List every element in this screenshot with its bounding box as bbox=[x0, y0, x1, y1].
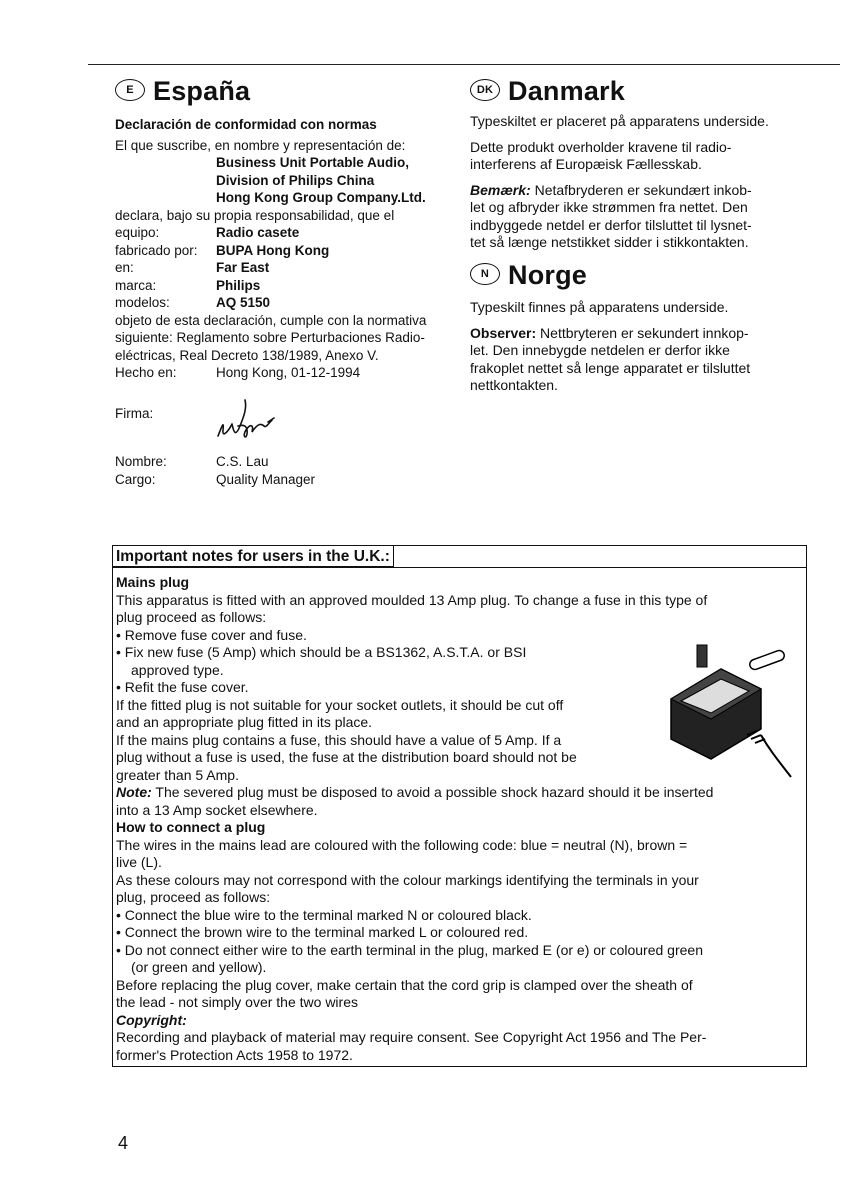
mains-line: This apparatus is fitted with an approved moulded 13 Amp plug. To change a fuse in this type of bbox=[116, 591, 708, 608]
connect-line: • Connect the brown wire to the terminal marked L or coloured red. bbox=[116, 924, 529, 940]
uk-heading-rule bbox=[113, 567, 806, 568]
denmark-note-label: Bemærk: bbox=[470, 181, 531, 198]
connect-line: As these colours may not correspond with the colour markings identifying the terminals in your bbox=[116, 871, 699, 888]
denmark-note-line: tet så længe netstikket sidder i stikkontakten. bbox=[470, 234, 749, 250]
spain-field-value: AQ 5150 bbox=[216, 295, 271, 310]
connect-line: The wires in the mains lead are coloured with the following code: blue = neutral (N), brown = bbox=[116, 836, 688, 853]
denmark-p2-line: Dette produkt overholder kravene til radio- bbox=[470, 138, 732, 155]
spain-field bbox=[115, 294, 455, 312]
spain-field-label: equipo: bbox=[115, 225, 160, 240]
spain-title bbox=[115, 76, 250, 107]
mains-line: greater than 5 Amp. bbox=[116, 766, 239, 783]
norway-note-label: Observer: bbox=[470, 324, 537, 341]
spain-heading: Declaración de conformidad con normas bbox=[115, 117, 377, 132]
denmark-title-text: Danmark bbox=[508, 76, 625, 106]
mains-line: • Refit the fuse cover. bbox=[116, 679, 249, 695]
mains-line: approved type. bbox=[131, 661, 224, 678]
norway-section bbox=[470, 299, 810, 395]
connect-line: the lead - not simply over the two wires bbox=[116, 994, 358, 1010]
spain-company-line: Division of Philips China bbox=[216, 172, 375, 188]
spain-field-value: Philips bbox=[216, 277, 261, 293]
uk-heading: Important notes for users in the U.K.: bbox=[113, 546, 394, 567]
norway-note-line: let. Den innebygde netdelen er derfor ikke bbox=[470, 342, 730, 358]
denmark-note-line: indbyggede netdel er derfor tilsluttet til lysnet- bbox=[470, 216, 752, 233]
norway-note-line: frakoplet nettet så lenge apparatet er tilsluttet bbox=[470, 359, 751, 376]
spain-cargo-label: Cargo: bbox=[115, 471, 156, 487]
connect-line: Before replacing the plug cover, make certain that the cord grip is clamped over the sheath of bbox=[116, 976, 693, 993]
denmark-section bbox=[470, 113, 810, 252]
mains-line: plug proceed as follows: bbox=[116, 609, 267, 625]
mains-line: If the mains plug contains a fuse, this should have a value of 5 Amp. If a bbox=[116, 731, 562, 748]
spain-field bbox=[115, 242, 455, 260]
spain-field bbox=[115, 259, 455, 277]
note-line: The severed plug must be disposed to avoid a possible shock hazard should it be inserted bbox=[151, 784, 714, 800]
note-line: into a 13 Amp socket elsewhere. bbox=[116, 801, 318, 818]
spain-company-line: Hong Kong Group Company.Ltd. bbox=[216, 190, 426, 205]
spain-declares: declara, bajo su propia responsabilidad, que el bbox=[115, 207, 395, 223]
uk-body bbox=[116, 574, 801, 1064]
spain-field-value: BUPA Hong Kong bbox=[216, 242, 330, 258]
denmark-p1: Typeskiltet er placeret på apparatens underside. bbox=[470, 113, 769, 129]
spain-country-badge: E bbox=[115, 79, 145, 101]
mains-line: plug without a fuse is used, the fuse at the distribution board should not be bbox=[116, 749, 577, 765]
spain-field bbox=[115, 224, 455, 242]
spain-name-row bbox=[115, 453, 455, 471]
spain-intro: El que suscribe, en nombre y representación de: bbox=[115, 137, 406, 153]
spain-field-label: modelos: bbox=[115, 295, 170, 310]
spain-done-value: Hong Kong, 01-12-1994 bbox=[216, 365, 361, 380]
spain-object-line: siguiente: Reglamento sobre Perturbaciones Radio- bbox=[115, 330, 425, 345]
spain-company-line: Business Unit Portable Audio, bbox=[216, 155, 410, 170]
norway-note-line: Nettbryteren er sekundert innkop- bbox=[536, 324, 749, 341]
spain-cargo-value: Quality Manager bbox=[216, 471, 316, 487]
spain-field-value: Far East bbox=[216, 260, 270, 275]
copyright-line: Recording and playback of material may require consent. See Copyright Act 1956 and The Per- bbox=[116, 1029, 707, 1045]
spain-field-label: en: bbox=[115, 260, 134, 275]
denmark-country-badge: DK bbox=[470, 79, 500, 101]
uk-notes-box bbox=[112, 545, 807, 1067]
norway-title bbox=[470, 260, 587, 291]
denmark-note bbox=[470, 182, 810, 252]
connect-plug-heading: How to connect a plug bbox=[116, 819, 266, 835]
denmark-p2-line: interferens af Europæisk Fællesskab. bbox=[470, 156, 702, 172]
spain-name-label: Nombre: bbox=[115, 454, 167, 469]
spain-title-text: España bbox=[153, 76, 251, 106]
spain-field-value: Radio casete bbox=[216, 225, 300, 240]
top-rule bbox=[88, 64, 840, 65]
note-label: Note: bbox=[116, 784, 152, 800]
spain-done-label: Hecho en: bbox=[115, 365, 177, 380]
denmark-p2 bbox=[470, 139, 810, 174]
spain-field bbox=[115, 277, 455, 295]
connect-line: live (L). bbox=[116, 854, 162, 870]
copyright-line: former's Protection Acts 1958 to 1972. bbox=[116, 1046, 353, 1063]
spain-field-label: fabricado por: bbox=[115, 242, 198, 258]
norway-note-line: nettkontakten. bbox=[470, 377, 558, 393]
copyright-heading: Copyright: bbox=[116, 1011, 187, 1028]
mains-line: • Remove fuse cover and fuse. bbox=[116, 626, 307, 643]
denmark-title bbox=[470, 76, 625, 107]
spain-field-label: marca: bbox=[115, 277, 157, 293]
connect-line: plug, proceed as follows: bbox=[116, 889, 271, 905]
norway-p1: Typeskilt finnes på apparatens underside. bbox=[470, 299, 729, 315]
spain-object-line: objeto de esta declaración, cumple con la normativa bbox=[115, 312, 427, 328]
spain-object-line: eléctricas, Real Decreto 138/1989, Anexo V. bbox=[115, 347, 379, 363]
norway-country-badge: N bbox=[470, 263, 500, 285]
spain-cargo-row bbox=[115, 471, 455, 489]
mains-plug-heading: Mains plug bbox=[116, 574, 190, 590]
mains-line: • Fix new fuse (5 Amp) which should be a BS1362, A.S.T.A. or BSI bbox=[116, 644, 527, 660]
spain-signatory bbox=[115, 453, 455, 488]
denmark-note-line: Netafbryderen er sekundært inkob- bbox=[530, 181, 752, 198]
connect-line: • Do not connect either wire to the earth terminal in the plug, marked E (or e) or coloured green bbox=[116, 941, 703, 958]
norway-title-text: Norge bbox=[508, 260, 588, 290]
connect-line: (or green and yellow). bbox=[131, 959, 267, 975]
denmark-note-line: let og afbryder ikke strømmen fra nettet. Den bbox=[470, 199, 748, 215]
page-number: 4 bbox=[118, 1133, 129, 1153]
spain-done-row bbox=[115, 364, 455, 382]
connect-line: • Connect the blue wire to the terminal marked N or coloured black. bbox=[116, 906, 532, 923]
mains-line: If the fitted plug is not suitable for your socket outlets, it should be cut off bbox=[116, 696, 564, 713]
spain-firma-label: Firma: bbox=[115, 406, 154, 421]
spain-name-value: C.S. Lau bbox=[216, 454, 269, 469]
norway-note bbox=[470, 325, 810, 395]
spain-declaration bbox=[115, 116, 455, 382]
mains-line: and an appropriate plug fitted in its place. bbox=[116, 714, 373, 730]
signature-image bbox=[214, 396, 304, 444]
